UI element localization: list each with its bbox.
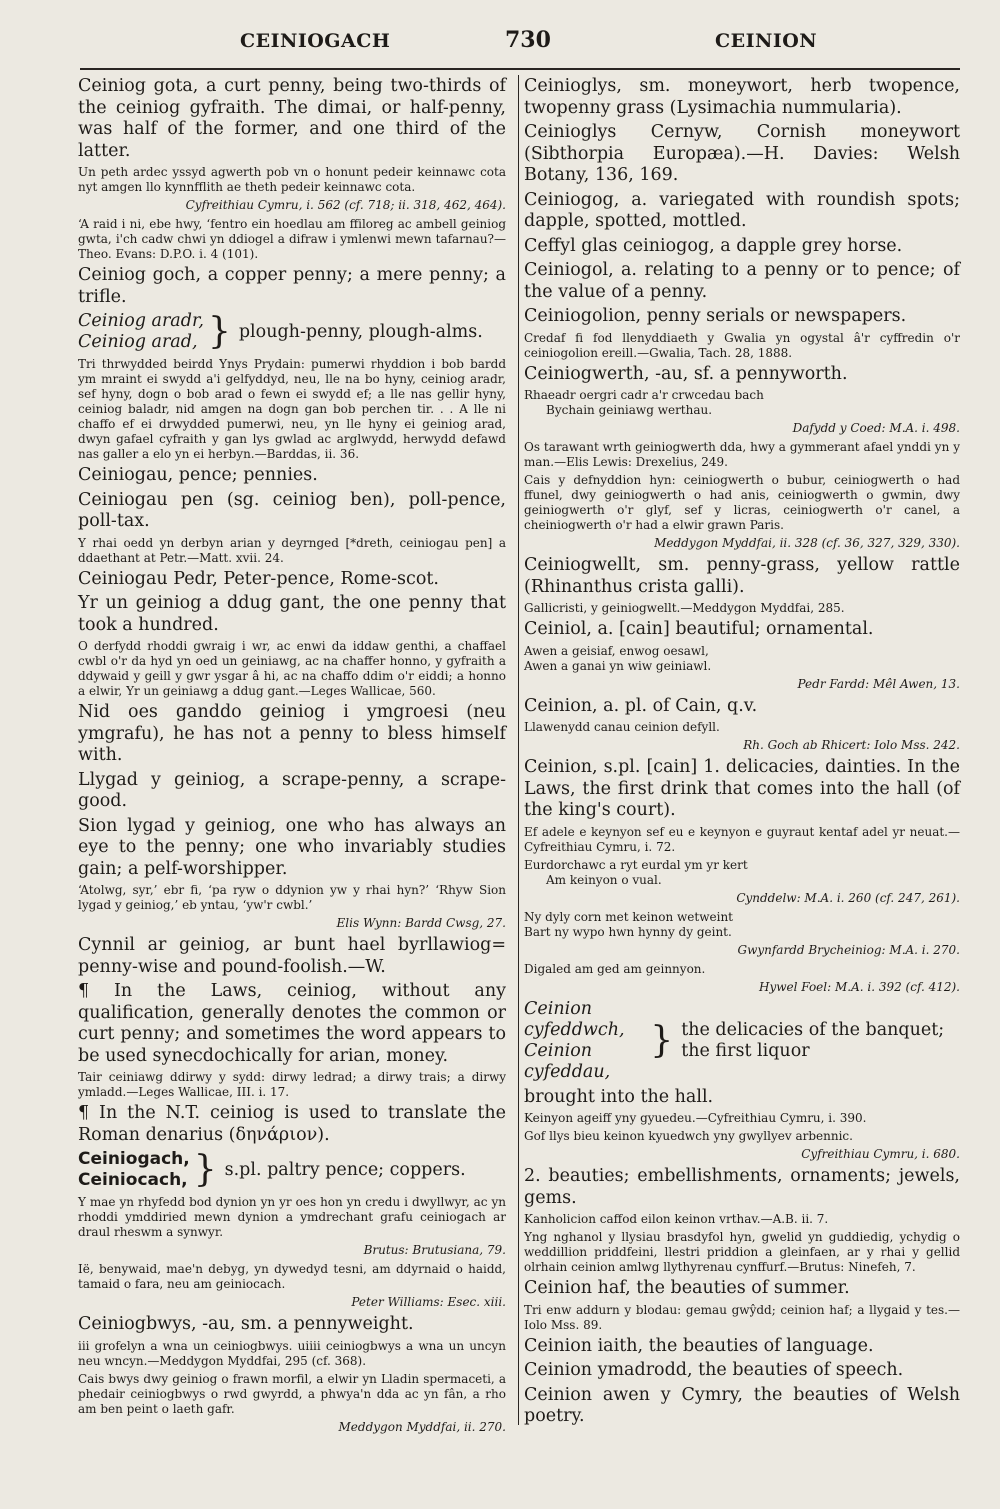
citation: Peter Williams: Esec. xiii.: [351, 1295, 506, 1309]
entry-ceinion-iaith: Ceinion iaith, the beauties of language.: [524, 1335, 874, 1356]
term: Ceinion cyfeddau,: [524, 1040, 611, 1082]
quotation: Tri enw addurn y blodau: gemau gwŷdd; ceinion haf; a llygaid y tes.—Iolo Mss. 89.: [524, 1302, 960, 1332]
entry-ceiniogog: Ceiniogog, a. variegated with roundish spots; dapple, spotted, mottled.: [524, 189, 960, 231]
entry-ceiniog-goch: Ceiniog goch, a copper penny; a mere penny; a trifle.: [78, 265, 506, 307]
entry-ceiniogolion: Ceiniogolion, penny serials or newspapers.: [524, 306, 907, 326]
brace-glyph: }: [650, 1019, 674, 1061]
brace-glyph: }: [207, 311, 231, 352]
verse-line: Am keinyon o vual.: [546, 872, 662, 887]
entry-ceiniogach: [78, 1149, 506, 1191]
verse-line: Awen a ganai yn wiw geiniawl.: [524, 658, 712, 673]
sense-2: 2. beauties; embellishments, ornaments; jewels, gems.: [524, 1166, 960, 1208]
quotation: Cais bwys dwy geiniog o frawn morfil, a elwir yn Lladin spermaceti, a phedair ceiniogbwys o rwd gwyrdd, a phwya'n dda ac yn fân, a rho am ben peint o laeth gafr.: [78, 1371, 506, 1416]
quotation: Os tarawant wrth geiniogwerth dda, hwy a gymmerant afael ynddi yn y man.—Elis Lewis: Drexelius, 249.: [524, 440, 960, 469]
citation: Hywel Foel: M.A. i. 392 (cf. 412).: [759, 979, 960, 994]
citation: Rh. Goch ab Rhicert: Iolo Mss. 242.: [743, 738, 960, 752]
note-new-testament: ¶ In the N.T. ceiniog is used to translate the Roman denarius (δηνάριον).: [78, 1103, 506, 1145]
verse-line: Bychain geiniawg werthau.: [546, 403, 713, 417]
quotation: Un peth ardec yssyd agwerth pob vn o honunt pedeir keinnawc cota nyt amgen llo kynnfflith ae theth pedeir keinnawc cota.: [78, 165, 506, 194]
citation: Brutus: Brutusiana, 79.: [363, 1243, 506, 1257]
citation: Gwynfardd Brycheiniog: M.A. i. 270.: [737, 942, 960, 957]
entry-llygad-y-geiniog: Llygad y geiniog, a scrape-penny, a scrape-good.: [78, 769, 506, 811]
definition: plough-penny, plough-alms.: [238, 321, 483, 342]
quotation: Credaf fi fod llenyddiaeth y Gwalia yn ogystal â'r cyffredin o'r ceiniogolion ereill.—Gwalia, Tach. 28, 1888.: [524, 330, 960, 360]
citation: Pedr Fardd: Mêl Awen, 13.: [797, 676, 960, 691]
page-number: 730: [505, 27, 551, 53]
entry-ceinion-haf: Ceinion haf, the beauties of summer.: [524, 1278, 850, 1298]
quotation: Tair ceiniawg ddirwy y sydd: dirwy ledrad; a dirwy trais; a dirwy ymladd.—Leges Wallicae, III. i. 17.: [78, 1070, 506, 1099]
definition-continued: brought into the hall.: [524, 1086, 714, 1107]
quotation: Ef adele e keynyon sef eu e keynyon e guyraut kentaf adel yr neuat.—Cyfreithiau Cymru, i. 72.: [524, 824, 960, 854]
citation: Meddygon Myddfai, ii. 328 (cf. 36, 327, 329, 330).: [654, 536, 960, 550]
term: Ceiniog arad,: [78, 332, 198, 352]
entry-ceiniogau-pen: Ceiniogau pen (sg. ceiniog ben), poll-pence, poll-tax.: [78, 489, 506, 531]
entry-ceiniogau-pedr: Ceiniogau Pedr, Peter-pence, Rome-scot.: [78, 568, 439, 589]
left-column: [78, 76, 506, 1439]
entry-nid-oes-ganddo: Nid oes ganddo geiniog i ymgroesi (neu ymgrafu), he has not a penny to bless himself with.: [78, 702, 506, 765]
quotation: Kanholicion caffod eilon keinon vrthav.—A.B. ii. 7.: [524, 1212, 829, 1226]
header-rule: [80, 68, 960, 70]
entry-cynnil-ar-geiniog: Cynnil ar geiniog, ar bunt hael byrllawiog= penny-wise and pound-foolish.—W.: [78, 935, 506, 977]
verse-line: Eurdorchawc a ryt eurdal ym yr kert: [524, 857, 748, 872]
verse-line: Ny dyly corn met keinon wetweint: [524, 909, 733, 924]
quotation: Y rhai oedd yn derbyn arian y deyrnged [*dreth, ceiniogau pen] a ddaethant at Petr.—Matt. xvii. 24.: [78, 535, 506, 565]
entry-ceiniogol: Ceiniogol, a. relating to a penny or to pence; of the value of a penny.: [524, 260, 960, 302]
citation: Dafydd y Coed: M.A. i. 498.: [792, 421, 960, 435]
brace-glyph: }: [193, 1149, 217, 1190]
header-left-guideword: CEINIOGACH: [240, 30, 391, 52]
citation: Cyfreithiau Cymru, i. 680.: [801, 1147, 960, 1161]
quotation: ‘Atolwg, syr,’ ebr fi, ‘pa ryw o ddynion yw y rhai hyn?’ ‘Rhyw Sion lygad y geiniog,’ eb yntau, ‘yw'r cwbl.’: [78, 883, 506, 912]
entry-ceiniol: Ceiniol, a. [cain] beautiful; ornamental.: [524, 619, 874, 639]
quotation: Cais y defnyddion hyn: ceiniogwerth o bubur, ceiniogwerth o had ffunel, dwy geiniogwerth o had anis, ceiniogwerth o gwmin, dwy geiniogwerth o'r glyf, sef y licras, ceiniogwerth o'r canel, a cheiniogwerth o'r had a elwir grawn Paris.: [524, 473, 960, 532]
page-header: [80, 27, 960, 56]
entry-ceinioglys-cernyw: Ceinioglys Cernyw, Cornish moneywort (Sibthorpia Europæa).—H. Davies: Welsh Botany, 136, 169.: [524, 122, 960, 185]
term: Ceinion cyfeddwch,: [524, 998, 625, 1040]
citation: Meddygon Myddfai, ii. 270.: [338, 1419, 506, 1434]
entry-sion-lygad: Sion lygad y geiniog, one who has always an eye to the penny; one who invariably studies gain; a pelf-worshipper.: [78, 815, 506, 879]
definition: the delicacies of the banquet; the first liquor: [681, 1019, 945, 1061]
quotation: Llawenydd canau ceinion defyll.: [524, 720, 720, 734]
verse-line: Awen a geisiaf, enwog oesawl,: [524, 643, 709, 658]
citation: Cynddelw: M.A. i. 260 (cf. 247, 261).: [736, 890, 960, 905]
entry-yr-un-geiniog: Yr un geiniog a ddug gant, the one penny that took a hundred.: [78, 593, 506, 635]
entry-ceffyl-glas: Ceffyl glas ceiniogog, a dapple grey horse.: [524, 235, 903, 256]
entry-ceiniog-aradr: [78, 311, 506, 353]
entry-ceinion-cyfeddwch: [524, 999, 960, 1083]
entry-ceiniogbwys: Ceiniogbwys, -au, sm. a pennyweight.: [78, 1314, 414, 1334]
entry-ceiniog-gota: Ceiniog gota, a curt penny, being two-thirds of the ceiniog gyfraith. The dimai, or half-penny, was half of the former, and one third of the latter.: [78, 76, 506, 161]
headword: Ceiniogach,: [78, 1149, 190, 1169]
citation: Elis Wynn: Bardd Cwsg, 27.: [336, 916, 506, 930]
entry-ceiniogwellt: Ceiniogwellt, sm. penny-grass, yellow rattle (Rhinanthus crista galli).: [524, 555, 960, 597]
quotation: Digaled am ged am geinnyon.: [524, 961, 706, 976]
header-right-guideword: CEINION: [715, 30, 818, 52]
quotation: ‘A raid i ni, ebe hwy, ‘fentro ein hoedlau am ffiloreg ac ambell geiniog gwta, i'ch cadw chwi yn ddiogel a difraw i ymlenwi mewn tafarnau?—Theo. Evans: D.P.O. i. 4 (101).: [78, 217, 506, 261]
headword: Ceiniocach,: [78, 1170, 188, 1190]
verse-line: Rhaeadr oergri cadr a'r crwcedau bach: [524, 388, 764, 402]
right-column: [524, 76, 960, 1431]
quotation: Tri thrwydded beirdd Ynys Prydain: pumerwi rhyddion i bob bardd ym mraint ei swydd a'i gelfyddyd, neu, lle na bo hyny, ceiniog aradr, sef hyny, dogn o bob arad o fewn ei swydd ef; a lle nas gellir hyny, ceiniog baladr, nid amgen na dogn gan bob perchen tir. . . A lle ni chaffo ef ei drwydded pumerwi, neu, yn lle hyny ei geiniog arad, dwyn gafael cyfraith y gan lys gwlad ac arglwydd, herwydd defawd nas galler a elo yn ei herbyn.—Barddas, ii. 36.: [78, 357, 506, 461]
quotation: iii grofelyn a wna un ceiniogbwys. uiiii ceiniogbwys a wna un uncyn neu wncyn.—Meddygon Myddfai, 295 (cf. 368).: [78, 1338, 506, 1368]
note-laws: ¶ In the Laws, ceiniog, without any qualification, generally denotes the common or curt penny; and sometimes the word appears to be used synecdochically for arian, money.: [78, 981, 506, 1066]
column-divider: [518, 75, 519, 1425]
entry-ceiniogwerth: Ceiniogwerth, -au, sf. a pennyworth.: [524, 363, 848, 384]
entry-ceinion-adj: Ceinion, a. pl. of Cain, q.v.: [524, 695, 758, 716]
entry-ceiniogau: Ceiniogau, pence; pennies.: [78, 465, 318, 485]
citation: Cyfreithiau Cymru, i. 562 (cf. 718; ii. 318, 462, 464).: [185, 198, 506, 212]
quotation: Ië, benywaid, mae'n debyg, yn dywedyd tesni, am ddyrnaid o haidd, tamaid o fara, neu am geiniocach.: [78, 1262, 506, 1291]
quotation: Yng nghanol y llysiau brasdyfol hyn, gwelid yn guddiedig, ychydig o weddillion priddfeini, llestri priddion a gleinfaen, ar y rhai y gellid olrhain ceinion amlwg llythyrenau cynffurf.—Brutus: Ninefeh, 7.: [524, 1230, 960, 1274]
entry-ceinion-ymadrodd: Ceinion ymadrodd, the beauties of speech.: [524, 1360, 904, 1380]
definition: s.pl. paltry pence; coppers.: [224, 1159, 466, 1180]
verse-line: Bart ny wypo hwn hynny dy geint.: [524, 924, 732, 939]
term: Ceiniog aradr,: [78, 311, 204, 331]
entry-ceinion-awen: Ceinion awen y Cymry, the beauties of Welsh poetry.: [524, 1384, 960, 1426]
entry-ceinioglys: Ceinioglys, sm. moneywort, herb twopence, twopenny grass (Lysimachia nummularia).: [524, 76, 960, 118]
quotation: Keinyon ageiff yny gyuedeu.—Cyfreithiau Cymru, i. 390.: [524, 1111, 867, 1125]
quotation: Y mae yn rhyfedd bod dynion yn yr oes hon yn credu i dwyllwyr, ac yn rhoddi ymddiried mewn dynion a ymdrechant grafu ceiniogach ar draul rheswm a synwyr.: [78, 1195, 506, 1239]
quotation: Gof llys bieu keinon kyuedwch yny gwyllyev arbennic.: [524, 1129, 853, 1143]
quotation: O derfydd rhoddi gwraig i wr, ac enwi da iddaw genthi, a chaffael cwbl o'r da hyd yn oed un geiniawg, ac na chaffer honno, y gyfraith a ddywaid y geill y gwr ysgar â hi, ac na chaffo ddim o'r eiddi; a honno a elwir, Yr un geiniawg a ddug gant.—Leges Wallicae, 560.: [78, 639, 506, 698]
quotation: Gallicristi, y geiniogwellt.—Meddygon Myddfai, 285.: [524, 601, 845, 615]
entry-ceinion-noun: Ceinion, s.pl. [cain] 1. delicacies, dainties. In the Laws, the first drink that comes into the hall (of the king's court).: [524, 757, 960, 820]
